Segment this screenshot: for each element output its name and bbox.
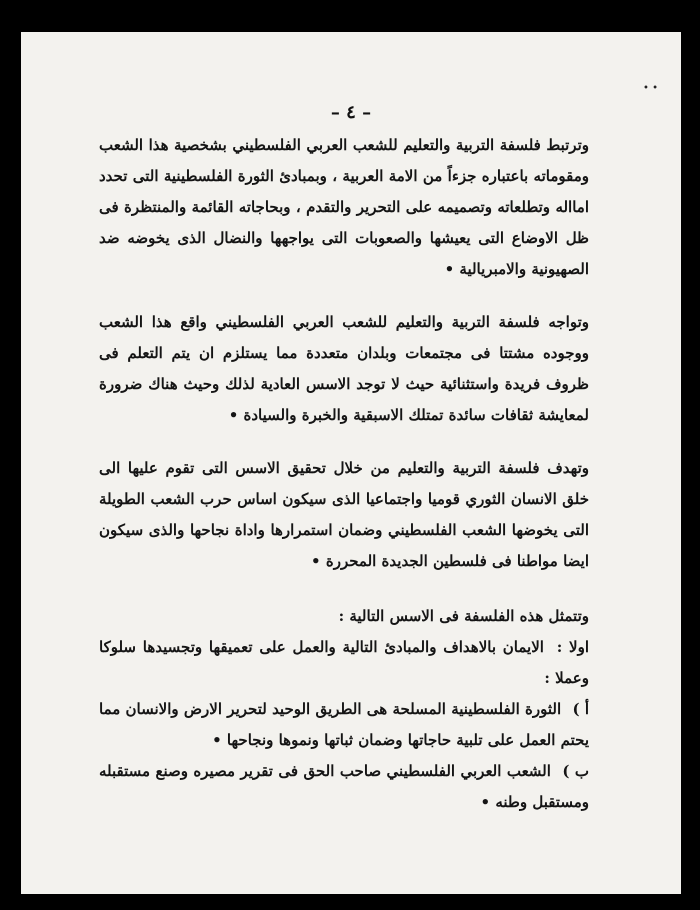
principle-one bbox=[99, 632, 589, 694]
corner-marks: • • bbox=[643, 83, 658, 94]
list-item-label: ب ) bbox=[562, 762, 589, 780]
principle-one-text: الايمان بالاهداف والمبادئ التالية والعمل على تعميقها وتجسيدها سلوكا وعملا : bbox=[99, 638, 589, 687]
list-item-label: أ ) bbox=[572, 700, 589, 718]
page-number: – ٤ – bbox=[330, 102, 372, 123]
document-body bbox=[99, 130, 589, 818]
paragraph-3: وتهدف فلسفة التربية والتعليم من خلال تحقيق الاسس التى تقوم عليها الى خلق الانسان الثوري قوميا واجتماعيا الذى سيكون اساس حرب الشعب الطويلة التى يخوضها الشعب الفلسطيني وضمان استمرارها واداة نجاحها والذى سيكون ايضا مواطنا فى فلسطين الجديدة المحررة • bbox=[99, 459, 589, 570]
list-item-text: الشعب العربي الفلسطيني صاحب الحق فى تقرير مصيره وصنع مستقبله ومستقبل وطنه • bbox=[99, 762, 589, 811]
paragraph-2: وتواجه فلسفة التربية والتعليم للشعب العربي الفلسطيني واقع هذا الشعب ووجوده مشتتا فى مجتمعات وبلدان متعددة مما يستلزم ان يتم التعلم فى ظروف فريدة واستثنائية حيث لا توجد الاسس العادية لذلك وحيث هناك ضرورة لمعايشة ثقافات سائدة تمتلك الاسبقية والخبرة والسيادة • bbox=[99, 313, 589, 424]
document-page bbox=[21, 32, 681, 894]
paragraph-1: وترتبط فلسفة التربية والتعليم للشعب العربي الفلسطيني بشخصية هذا الشعب ومقوماته باعتباره جزءاً من الامة العربية ، وبمبادئ الثورة الفلسطينية التى تحدد امااله وتطلعاته وتصميمه على التحرير والتقدم ، وبحاجاته القائمة والمنتظرة فى ظل الاوضاع التى يعيشها والصعوبات التى يواجهها والنضال الذى يخوضه ضد الصهيونية والامبريالية • bbox=[99, 136, 589, 278]
list-item-text: الثورة الفلسطينية المسلحة هى الطريق الوحيد لتحرير الارض والانسان مما يحتم العمل على تلبية حاجاتها وضمان ثباتها ونموها ونجاحها • bbox=[99, 700, 589, 749]
principle-one-label: اولا : bbox=[556, 638, 589, 656]
list-item-a bbox=[99, 694, 589, 756]
paragraph-4: وتتمثل هذه الفلسفة فى الاسس التالية : bbox=[338, 607, 589, 625]
list-item-b bbox=[99, 756, 589, 818]
